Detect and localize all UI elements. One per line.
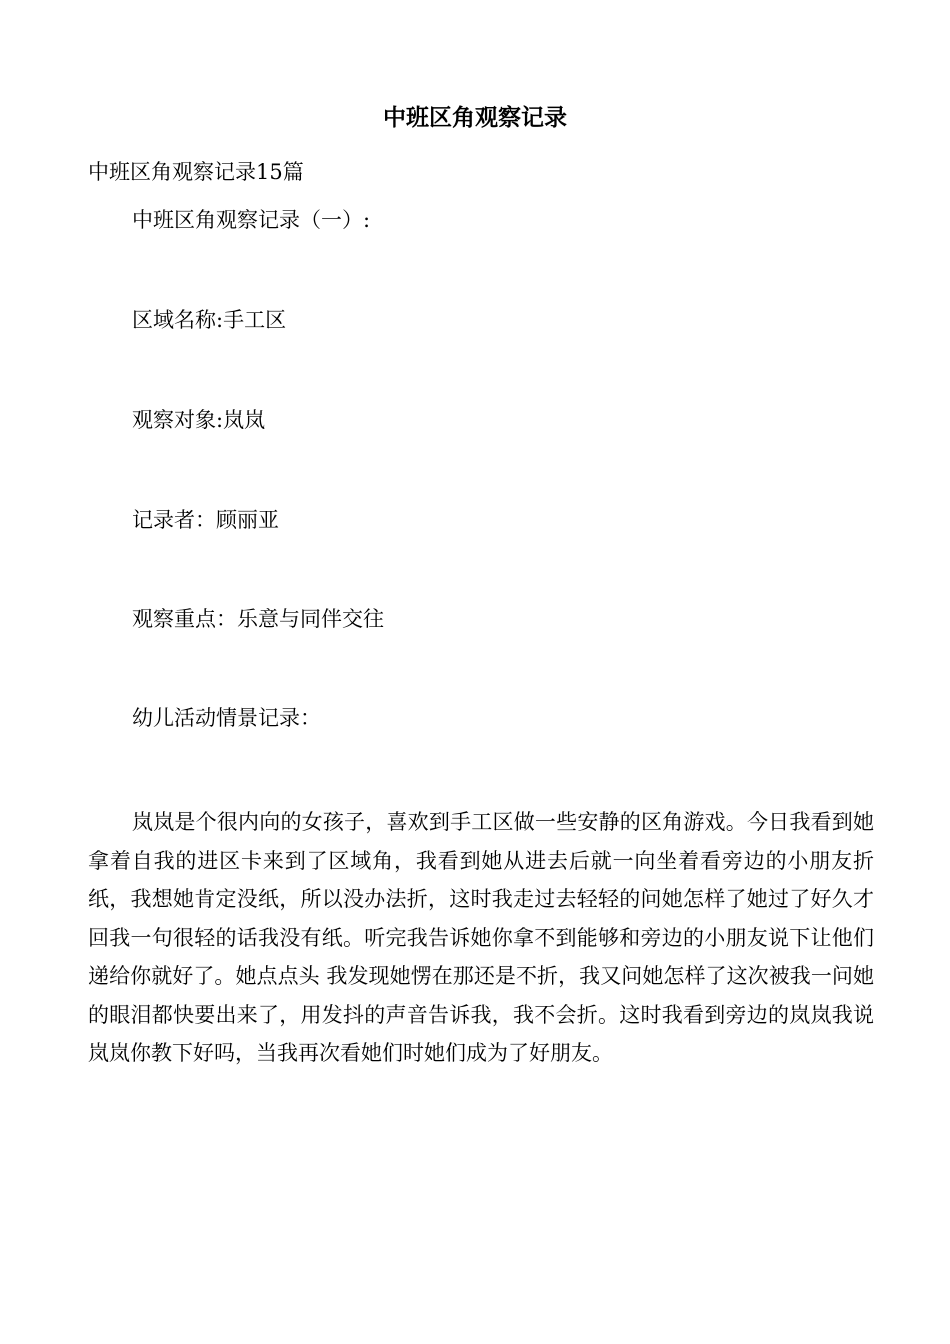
field-recorder: 记录者：顾丽亚 [132,508,279,532]
field-area-name: 区域名称:手工区 [132,308,287,332]
field-observed-subject: 观察对象:岚岚 [132,408,266,432]
field-observation-focus: 观察重点：乐意与同伴交往 [132,607,384,631]
document-title: 中班区角观察记录 [383,104,567,131]
activity-record-paragraph: 岚岚是个很内向的女孩子，喜欢到手工区做一些安静的区角游戏。今日我看到她拿着自我的进区卡来到了区域角，我看到她从进去后就一向坐着看旁边的小朋友折纸，我想她肯定没纸，所以没办法折，这时我走过去轻轻的问她怎样了她过了好久才回我一句很轻的话我没有纸。听完我告诉她你拿不到能够和旁边的小朋友说下让他们递给你就好了。她点点头 我发现她愣在那还是不折，我又问她怎样了这次被我一问她的眼泪都快要出来了，用发抖的声音告诉我，我不会折。这时我看到旁边的岚岚我说 岚岚你教下好吗，当我再次看她们时她们成为了好朋友。 [88,810,874,1065]
document-subtitle: 中班区角观察记录15篇 [88,160,304,184]
section-heading: 中班区角观察记录（一）: [132,208,371,232]
field-activity-record-label: 幼儿活动情景记录： [132,706,321,730]
